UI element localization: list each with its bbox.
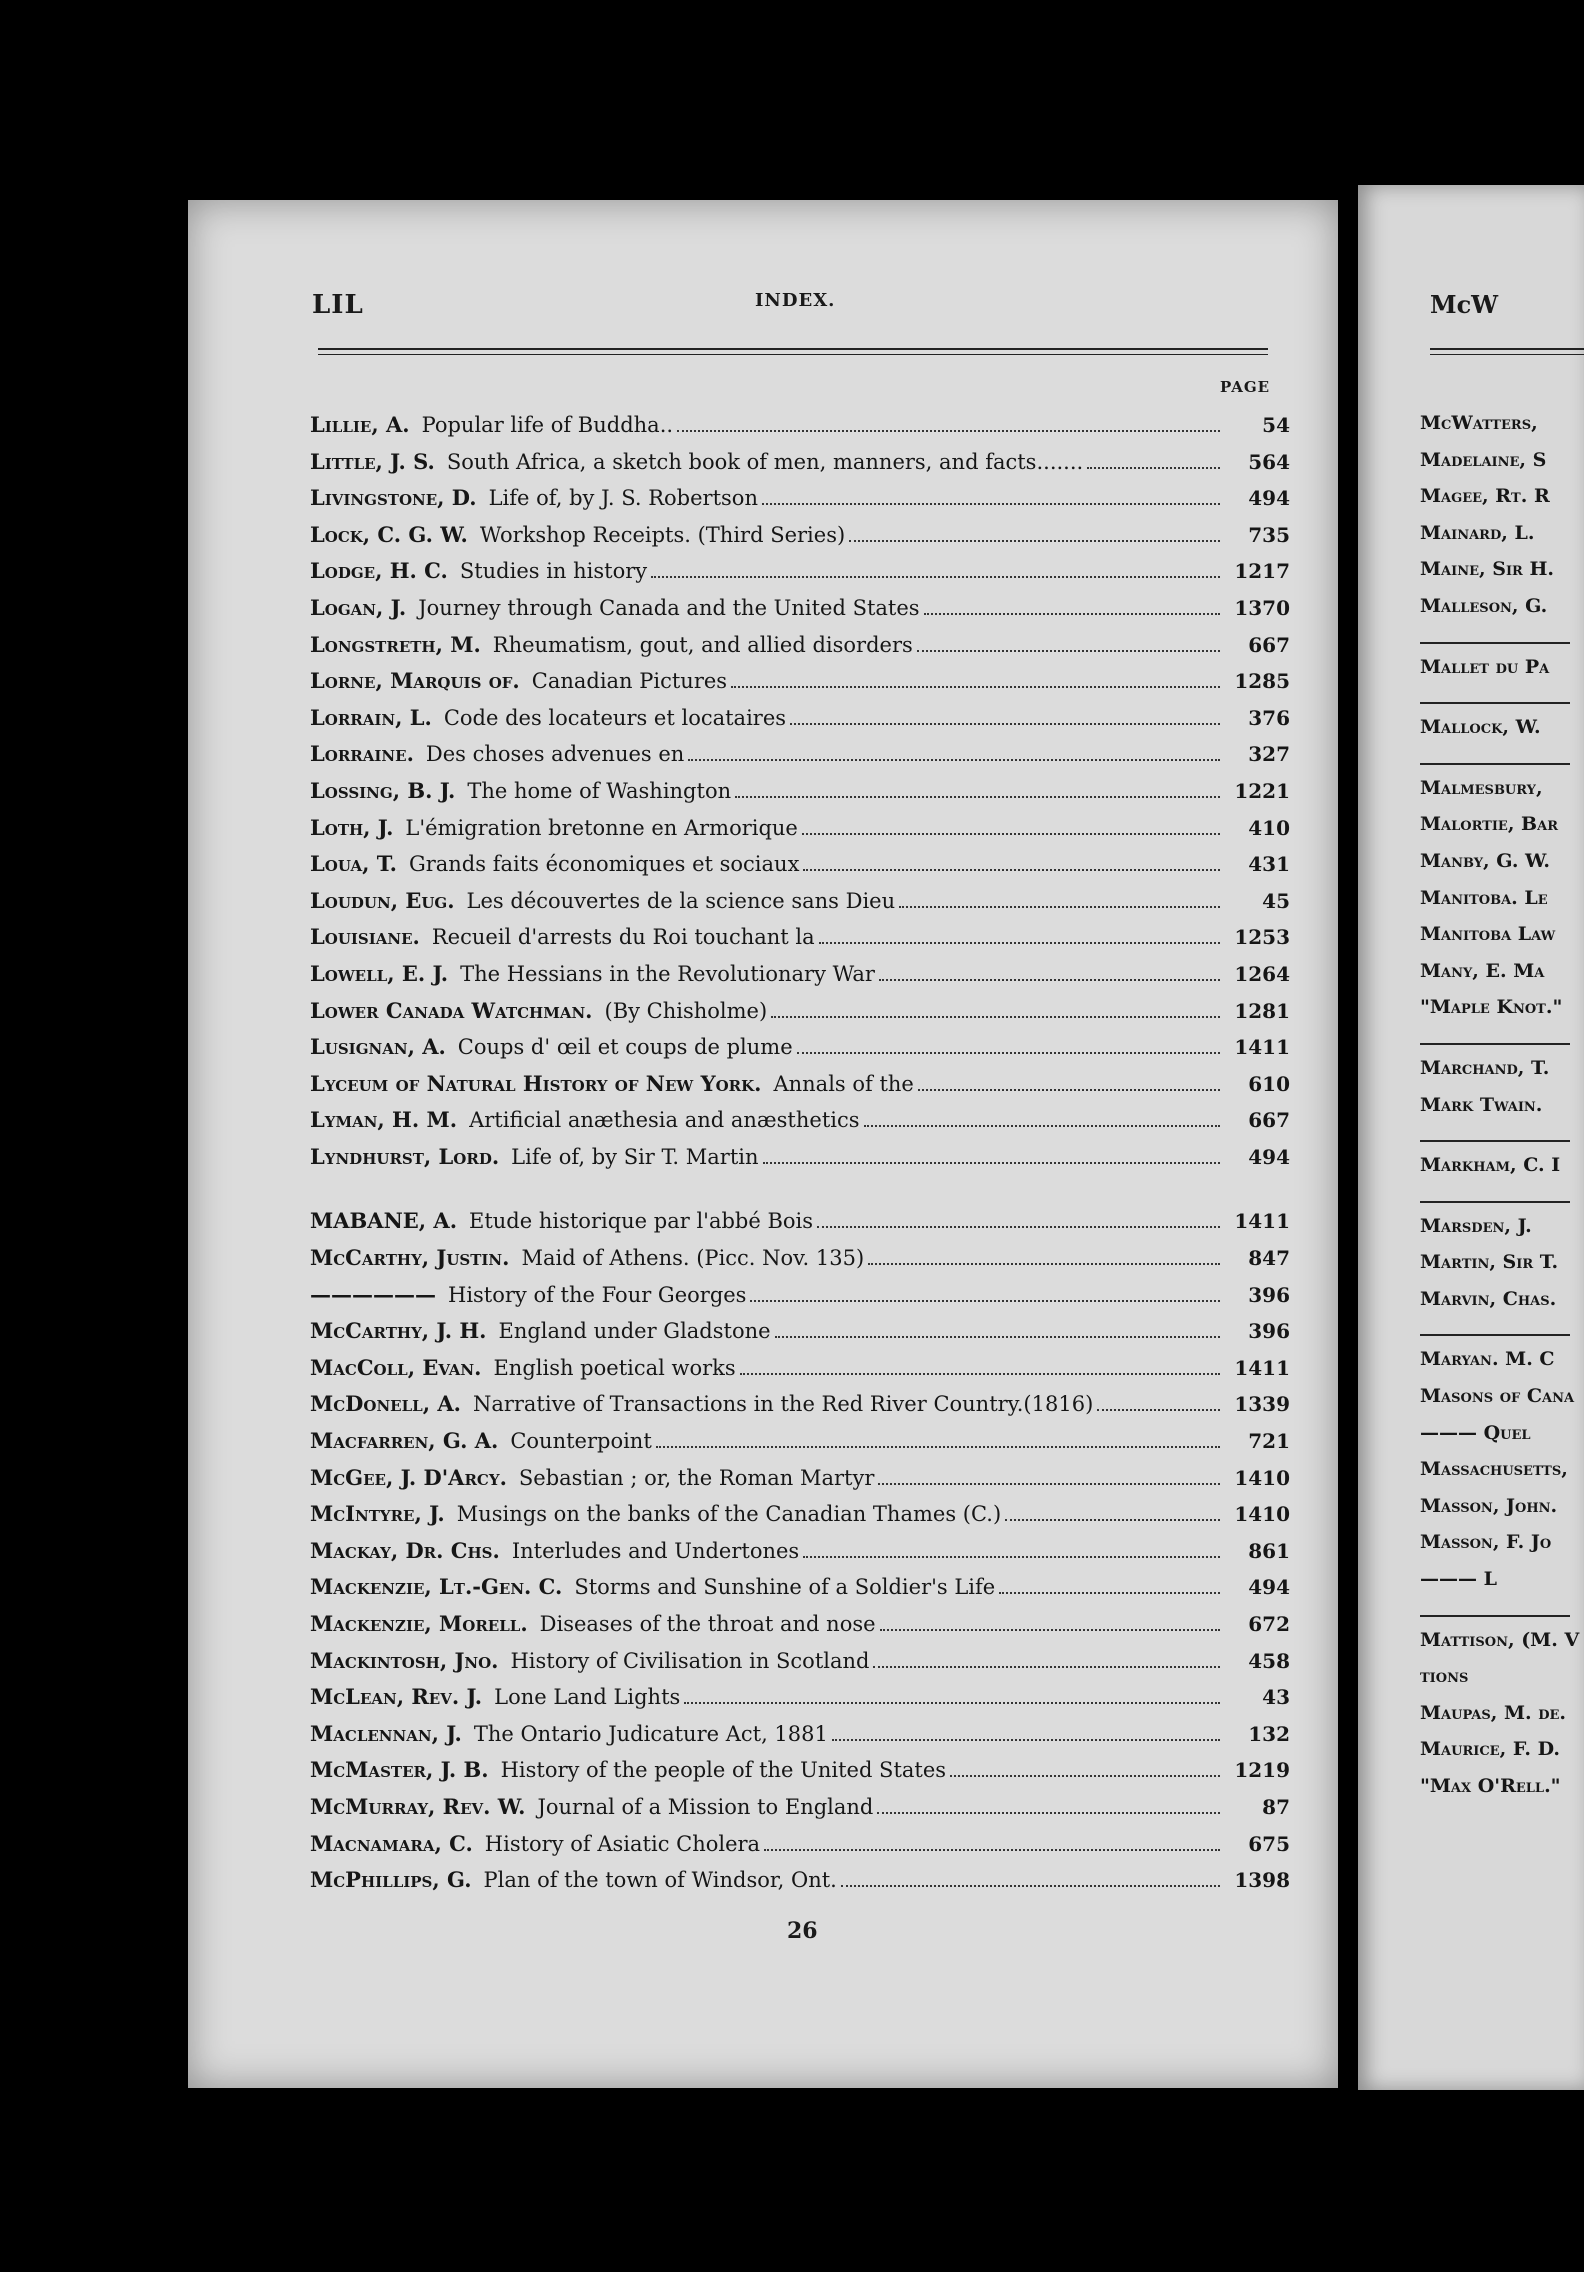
index-entry xyxy=(310,632,1290,669)
header-rule-right xyxy=(1430,348,1584,350)
right-page-separator xyxy=(1420,1334,1570,1336)
entry-page: 431 xyxy=(1248,852,1290,877)
entry-page: 396 xyxy=(1248,1282,1290,1307)
entry-page: 672 xyxy=(1248,1612,1290,1636)
entry-author: McPhillips, G. xyxy=(310,1867,472,1893)
index-entry xyxy=(310,705,1290,742)
right-page-entry: ——— Quel xyxy=(1420,1421,1531,1444)
right-page-entry: Massachusetts, xyxy=(1420,1458,1568,1481)
right-page-entry: Masons of Cana xyxy=(1420,1385,1575,1408)
index-entry xyxy=(310,741,1290,778)
entry-title: Canadian Pictures xyxy=(531,669,728,694)
index-entry xyxy=(310,778,1290,815)
entry-title: Les découvertes de la science sans Dieu xyxy=(466,888,896,913)
entry-author: Livingstone, D. xyxy=(310,485,477,511)
entry-author: Longstreth, M. xyxy=(310,631,481,657)
entry-author: Lyceum of Natural History of New York. xyxy=(310,1070,762,1096)
index-entry xyxy=(310,449,1290,486)
entry-title: England under Gladstone xyxy=(498,1319,771,1344)
right-page-entry: Markham, C. I xyxy=(1420,1154,1561,1177)
right-page-entry: Madelaine, S xyxy=(1420,448,1547,471)
index-entry xyxy=(310,1465,1290,1502)
entry-page: 1217 xyxy=(1234,559,1290,584)
entry-title: Artificial anæthesia and anæsthetics xyxy=(469,1108,860,1133)
index-entry xyxy=(310,1318,1290,1355)
entry-page: 735 xyxy=(1248,522,1290,547)
right-page-entry: Mattison, (M. V xyxy=(1420,1628,1580,1651)
entry-title: Life of, by J. S. Robertson xyxy=(488,486,758,511)
entry-page: 1281 xyxy=(1234,998,1290,1023)
right-page-entry: tions xyxy=(1420,1665,1469,1688)
leader-dots xyxy=(1005,1519,1220,1521)
running-head-center: INDEX. xyxy=(755,290,836,311)
leader-dots xyxy=(802,833,1220,835)
leader-dots xyxy=(740,1373,1220,1375)
index-entry xyxy=(310,595,1290,632)
entry-page: 1410 xyxy=(1234,1465,1290,1490)
entry-author: Loudun, Eug. xyxy=(310,887,455,913)
index-entry xyxy=(310,1501,1290,1538)
right-page-separator xyxy=(1420,763,1570,765)
index-entry xyxy=(310,1245,1290,1282)
entry-author: Logan, J. xyxy=(310,594,407,620)
entry-title: (By Chisholme) xyxy=(604,998,768,1023)
entry-title: Etude historique par l'abbé Bois xyxy=(469,1209,814,1234)
entry-title: South Africa, a sketch book of men, manners, and facts....... xyxy=(446,449,1084,474)
entry-title: Counterpoint xyxy=(510,1429,652,1454)
entry-author: —————— xyxy=(310,1281,436,1307)
index-entry xyxy=(310,961,1290,998)
index-entry xyxy=(310,924,1290,961)
index-entry xyxy=(310,1611,1290,1648)
entry-page: 54 xyxy=(1262,413,1290,437)
right-page-entry: Mainard, L. xyxy=(1420,521,1535,544)
running-head-right: McW xyxy=(1430,290,1499,319)
entry-author: Lorraine. xyxy=(310,741,414,767)
entry-title: Code des locateurs et locataires xyxy=(443,705,787,730)
right-page-entry: Mallet du Pa xyxy=(1420,655,1550,678)
leader-dots xyxy=(763,1162,1220,1164)
entry-author: Little, J. S. xyxy=(310,448,435,474)
right-page-entry: Maupas, M. de. xyxy=(1420,1701,1567,1724)
page-column-heading: PAGE xyxy=(1220,378,1271,396)
entry-author: Macfarren, G. A. xyxy=(310,1428,499,1454)
right-page-entry: Marchand, T. xyxy=(1420,1056,1550,1079)
entry-author: Loua, T. xyxy=(310,851,397,877)
index-entry xyxy=(310,522,1290,559)
leader-dots xyxy=(819,942,1220,944)
entry-page: 494 xyxy=(1248,1575,1290,1600)
leader-dots xyxy=(803,1556,1220,1558)
header-rule-thin xyxy=(318,354,1268,355)
entry-page: 1411 xyxy=(1234,1355,1290,1380)
index-entry xyxy=(310,1867,1290,1904)
entry-page: 1411 xyxy=(1234,1209,1290,1234)
right-page-separator xyxy=(1420,702,1570,704)
leader-dots xyxy=(868,1263,1220,1265)
entry-title: Studies in history xyxy=(459,559,648,584)
entry-author: McMaster, J. B. xyxy=(310,1757,489,1783)
right-page-separator xyxy=(1420,1201,1570,1203)
entry-title: Popular life of Buddha.. xyxy=(421,413,674,437)
index-entry xyxy=(310,888,1290,925)
leader-dots xyxy=(817,1226,1220,1228)
entry-page: 132 xyxy=(1248,1721,1290,1746)
right-page-entry: Malortie, Bar xyxy=(1420,813,1559,836)
index-entry xyxy=(310,1071,1290,1108)
entry-page: 1285 xyxy=(1234,669,1290,694)
index-entry xyxy=(310,851,1290,888)
index-entry xyxy=(310,1428,1290,1465)
entry-page: 667 xyxy=(1248,1108,1290,1133)
entry-author: McLean, Rev. J. xyxy=(310,1684,483,1710)
entry-page: 87 xyxy=(1262,1794,1290,1819)
index-entry xyxy=(310,1144,1290,1181)
index-entry xyxy=(310,1684,1290,1721)
entry-title: Musings on the banks of the Canadian Thames (C.) xyxy=(456,1502,1002,1527)
leader-dots xyxy=(684,1702,1220,1704)
leader-dots xyxy=(873,1666,1220,1668)
entry-title: Journey through Canada and the United States xyxy=(418,595,920,620)
leader-dots xyxy=(771,1016,1220,1018)
entry-page: 564 xyxy=(1248,449,1290,474)
leader-dots xyxy=(950,1775,1220,1777)
right-page-separator xyxy=(1420,642,1570,644)
entry-author: Mackenzie, Lt.-Gen. C. xyxy=(310,1574,563,1600)
entry-page: 847 xyxy=(1248,1246,1290,1271)
right-page-separator xyxy=(1420,1615,1570,1617)
leader-dots xyxy=(832,1739,1220,1741)
entry-author: Lorrain, L. xyxy=(310,704,432,730)
leader-dots xyxy=(899,906,1220,908)
entry-author: Lodge, H. C. xyxy=(310,558,448,584)
entry-title: Life of, by Sir T. Martin xyxy=(511,1144,759,1169)
entry-page: 327 xyxy=(1248,742,1290,767)
index-entry xyxy=(310,1107,1290,1144)
leader-dots xyxy=(877,1812,1220,1814)
index-entry xyxy=(310,668,1290,705)
entry-page: 494 xyxy=(1248,486,1290,511)
leader-dots xyxy=(1087,467,1220,469)
entry-author: Lorne, Marquis of. xyxy=(310,668,520,694)
entry-title: Interludes and Undertones xyxy=(511,1538,800,1563)
leader-dots xyxy=(762,503,1220,505)
entry-page: 1339 xyxy=(1234,1392,1290,1417)
entry-title: Rheumatism, gout, and allied disorders xyxy=(492,632,913,657)
right-page-entry: Masson, F. Jo xyxy=(1420,1531,1552,1554)
entry-page: 1219 xyxy=(1234,1758,1290,1783)
entry-author: Mackay, Dr. Chs. xyxy=(310,1537,500,1563)
entry-title: History of Asiatic Cholera xyxy=(484,1831,761,1856)
right-page-entry: "Max O'Rell." xyxy=(1420,1775,1561,1797)
right-page-entry: ——— L xyxy=(1420,1568,1497,1591)
leader-dots xyxy=(879,979,1220,981)
index-entry xyxy=(310,1574,1290,1611)
entry-author: Lusignan, A. xyxy=(310,1034,446,1060)
entry-page: 376 xyxy=(1248,705,1290,730)
entry-page: 721 xyxy=(1248,1429,1290,1454)
leader-dots xyxy=(735,796,1220,798)
right-page-entry: Many, E. Ma xyxy=(1420,959,1545,982)
entry-page: 1410 xyxy=(1234,1502,1290,1527)
entry-author: Lock, C. G. W. xyxy=(310,521,468,547)
entry-page: 1221 xyxy=(1234,778,1290,803)
right-page-entry: Mark Twain. xyxy=(1420,1093,1543,1116)
leader-dots xyxy=(803,869,1220,871)
entry-author: Loth, J. xyxy=(310,814,394,840)
entry-author: Lillie, A. xyxy=(310,412,410,437)
entry-author: Mackenzie, Morell. xyxy=(310,1611,528,1636)
leader-dots xyxy=(999,1592,1220,1594)
index-entry xyxy=(310,998,1290,1035)
leader-dots xyxy=(750,1300,1220,1302)
leader-dots xyxy=(924,613,1220,615)
index-entry xyxy=(310,1208,1290,1245)
entry-title: Narrative of Transactions in the Red River Country.(1816) xyxy=(472,1392,1094,1417)
running-head-left: LIL xyxy=(312,290,364,320)
entry-title: Recueil d'arrests du Roi touchant la xyxy=(431,925,815,950)
leader-dots xyxy=(731,686,1220,688)
leader-dots xyxy=(878,1483,1220,1485)
right-page-entry: Maurice, F. D. xyxy=(1420,1738,1561,1761)
entry-title: The Ontario Judicature Act, 1881 xyxy=(473,1721,828,1746)
right-page-entries xyxy=(1420,412,1584,1812)
leader-dots xyxy=(849,540,1220,542)
entry-title: Plan of the town of Windsor, Ont. xyxy=(483,1868,837,1893)
right-page-separator xyxy=(1420,1043,1570,1045)
entry-page: 1253 xyxy=(1234,925,1290,950)
entry-page: 861 xyxy=(1248,1538,1290,1563)
leader-dots xyxy=(764,1849,1220,1851)
right-page-entry: Malmesbury, xyxy=(1420,776,1543,799)
entry-title: Annals of the xyxy=(773,1071,914,1096)
entry-author: MABANE, A. xyxy=(310,1208,458,1234)
leader-dots xyxy=(918,1089,1220,1091)
entry-page: 1411 xyxy=(1234,1035,1290,1060)
entry-title: Diseases of the throat and nose xyxy=(539,1612,876,1636)
entry-title: The Hessians in the Revolutionary War xyxy=(460,961,875,986)
entry-page: 1398 xyxy=(1234,1868,1290,1893)
right-page-entry: Malleson, G. xyxy=(1420,594,1548,617)
entry-author: Lyndhurst, Lord. xyxy=(310,1143,500,1169)
leader-dots xyxy=(1097,1409,1220,1411)
index-entry xyxy=(310,1355,1290,1392)
entry-author: McDonell, A. xyxy=(310,1391,461,1417)
right-page-entry: Martin, Sir T. xyxy=(1420,1251,1559,1274)
entry-author: Maclennan, J. xyxy=(310,1720,462,1746)
book-gutter xyxy=(1338,190,1358,2090)
entry-title: L'émigration bretonne en Armorique xyxy=(405,815,798,840)
leader-dots xyxy=(864,1125,1220,1127)
entry-page: 396 xyxy=(1248,1319,1290,1344)
entry-page: 610 xyxy=(1248,1071,1290,1096)
leader-dots xyxy=(688,759,1220,761)
entry-author: Lower Canada Watchman. xyxy=(310,997,593,1023)
leader-dots xyxy=(880,1629,1220,1631)
entry-page: 458 xyxy=(1248,1648,1290,1673)
leader-dots xyxy=(790,723,1220,725)
entry-author: McIntyre, J. xyxy=(310,1501,445,1527)
entry-title: Maid of Athens. (Picc. Nov. 135) xyxy=(521,1246,865,1271)
entry-author: Lossing, B. J. xyxy=(310,777,456,803)
entry-title: Storms and Sunshine of a Soldier's Life xyxy=(574,1575,996,1600)
entry-page: 675 xyxy=(1248,1831,1290,1856)
page-number: 26 xyxy=(787,1918,818,1944)
right-page-entry: McWatters, xyxy=(1420,412,1538,434)
right-page-entry: Maine, Sir H. xyxy=(1420,558,1555,581)
index-entry xyxy=(310,412,1290,449)
entry-title: Grands faits économiques et sociaux xyxy=(408,852,800,877)
right-page-entry: Masson, John. xyxy=(1420,1494,1558,1517)
right-page-entry: "Maple Knot." xyxy=(1420,996,1563,1019)
index-entry xyxy=(310,1831,1290,1868)
right-page-entry: Manby, G. W. xyxy=(1420,849,1551,872)
entry-title: English poetical works xyxy=(493,1355,736,1380)
leader-dots xyxy=(677,430,1220,432)
index-entry xyxy=(310,1538,1290,1575)
entry-title: Lone Land Lights xyxy=(494,1685,681,1710)
header-rule xyxy=(318,348,1268,350)
entry-title: History of the Four Georges xyxy=(448,1282,747,1307)
entry-author: MacColl, Evan. xyxy=(310,1354,482,1380)
entry-title: Workshop Receipts. (Third Series) xyxy=(479,522,846,547)
entry-page: 1264 xyxy=(1234,961,1290,986)
entry-page: 410 xyxy=(1248,815,1290,840)
entry-author: Lyman, H. M. xyxy=(310,1107,458,1133)
entry-author: Lowell, E. J. xyxy=(310,960,449,986)
index-entry xyxy=(310,485,1290,522)
entry-title: Journal of a Mission to England xyxy=(537,1794,874,1819)
right-page-entry: Manitoba. Le xyxy=(1420,886,1548,909)
entry-page: 45 xyxy=(1262,888,1290,913)
entry-page: 494 xyxy=(1248,1144,1290,1169)
leader-dots xyxy=(797,1052,1220,1054)
entry-title: Sebastian ; or, the Roman Martyr xyxy=(518,1465,875,1490)
entry-page: 667 xyxy=(1248,632,1290,657)
leader-dots xyxy=(841,1885,1220,1887)
entry-title: Coups d' œil et coups de plume xyxy=(457,1035,793,1060)
index-entry xyxy=(310,1794,1290,1831)
entry-author: McCarthy, Justin. xyxy=(310,1245,510,1271)
right-page-entry: Magee, Rt. R xyxy=(1420,485,1550,508)
entry-title: The home of Washington xyxy=(467,778,732,803)
index-entry xyxy=(310,558,1290,595)
entry-author: McCarthy, J. H. xyxy=(310,1318,487,1344)
entry-title: History of the people of the United States xyxy=(500,1758,947,1783)
entry-page: 43 xyxy=(1262,1685,1290,1710)
right-page-entry: Manitoba Law xyxy=(1420,923,1556,946)
leader-dots xyxy=(775,1336,1220,1338)
entry-author: McGee, J. D'Arcy. xyxy=(310,1464,507,1490)
leader-dots xyxy=(917,650,1220,652)
index-entry xyxy=(310,1034,1290,1071)
index-entry xyxy=(310,1391,1290,1428)
right-page-entry: Marvin, Chas. xyxy=(1420,1287,1557,1310)
leader-dots xyxy=(656,1446,1220,1448)
right-page-entry: Marsden, J. xyxy=(1420,1214,1532,1237)
right-page-entry: Mallock, W. xyxy=(1420,716,1541,739)
leader-dots xyxy=(651,576,1220,578)
index-entry xyxy=(310,1721,1290,1758)
index-entry xyxy=(310,815,1290,852)
entry-author: Louisiane. xyxy=(310,924,420,950)
index-entry xyxy=(310,1282,1290,1319)
entry-title: Des choses advenues en xyxy=(425,742,685,767)
index-entry xyxy=(310,1757,1290,1794)
entry-page: 1370 xyxy=(1234,595,1290,620)
entry-author: McMurray, Rev. W. xyxy=(310,1793,526,1819)
header-rule-right-thin xyxy=(1430,354,1584,355)
index-entries xyxy=(310,412,1290,1904)
index-entry xyxy=(310,1648,1290,1685)
right-page-entry: Maryan. M. C xyxy=(1420,1348,1555,1371)
entry-title: History of Civilisation in Scotland xyxy=(510,1648,870,1673)
entry-author: Macnamara, C. xyxy=(310,1830,473,1856)
right-page-separator xyxy=(1420,1140,1570,1142)
entry-author: Mackintosh, Jno. xyxy=(310,1647,499,1673)
